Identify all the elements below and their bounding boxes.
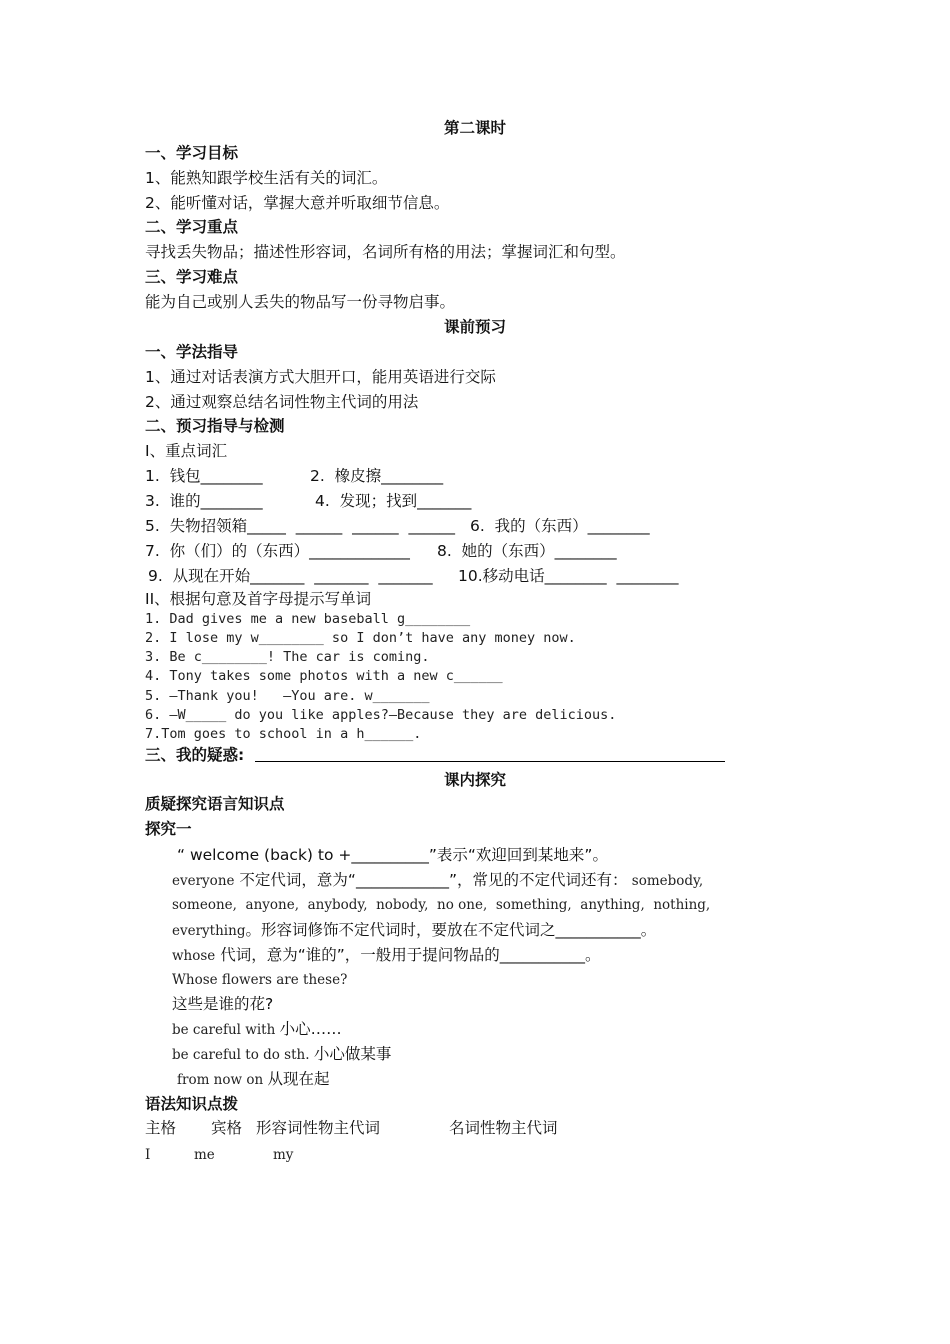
vocab-item-2: 2. 橡皮擦________ [310, 467, 444, 485]
careful-to-do-zh: 小心做某事 [313, 1045, 392, 1063]
adjective-position-rule: 。形容词修饰不定代词时，要放在不定代词之___________。 [245, 921, 657, 939]
vocab-item-5: 5. 失物招领箱_____ ______ ______ ______ [145, 517, 455, 535]
fill-item-3: 3. Be c________! The car is coming. [145, 649, 430, 665]
key-point-1: 寻找丢失物品；描述性形容词，名词所有格的用法；掌握词汇和句型。 [145, 243, 626, 261]
heading-key-points: 二、学习重点 [145, 218, 239, 236]
vocab-item-1: 1. 钱包________ [145, 467, 263, 485]
explore-welcome-line [177, 845, 608, 865]
explore-everyone-line [172, 870, 703, 891]
whose-word: whose [172, 948, 216, 964]
method-1: 1、通过对话表演方式大胆开口，能用英语进行交际 [145, 368, 496, 386]
preview-title: 课前预习 [443, 318, 506, 336]
method-2: 2、通过观察总结名词性物主代词的用法 [145, 393, 419, 411]
fill-item-1: 1. Dad gives me a new baseball g________ [145, 611, 471, 627]
grammar-col-noun-possessive: 名词性物主代词 [449, 1119, 558, 1137]
whose-example-zh: 这些是谁的花? [172, 995, 274, 1013]
from-now-on-en: from now on [177, 1072, 268, 1088]
vocab-item-7: 7. 你（们）的（东西）_____________ [145, 542, 410, 560]
inclass-title: 课内探究 [443, 771, 506, 789]
doubt-answer-line [255, 761, 725, 762]
phrase-from-now-on [177, 1069, 329, 1090]
heading-language-points: 质疑探究语言知识点 [145, 795, 285, 813]
vocab-item-6: 6. 我的（东西）________ [470, 517, 650, 535]
phrase-careful-with [172, 1019, 342, 1040]
fill-item-4: 4. Tony takes some photos with a new c______ [145, 668, 503, 684]
vocab-heading: I、重点词汇 [145, 442, 228, 460]
everyone-word: everyone [172, 873, 235, 889]
grammar-col-adj-possessive: 形容词性物主代词 [256, 1119, 381, 1137]
vocab-item-3: 3. 谁的________ [145, 492, 263, 510]
careful-to-do-en: be careful to do sth. [172, 1047, 314, 1063]
fill-item-5: 5. —Thank you! —You are. w_______ [145, 688, 430, 704]
grammar-row1-object: me [194, 1147, 215, 1163]
grammar-col-object: 宾格 [211, 1119, 243, 1137]
from-now-on-zh: 从现在起 [267, 1070, 330, 1088]
explore-whose-line [172, 945, 601, 966]
grammar-col-subject: 主格 [145, 1119, 177, 1137]
whose-meaning: 代词，意为“谁的”，一般用于提问物品的___________。 [215, 946, 601, 964]
fill-item-2: 2. I lose my w________ so I don’t have any money now. [145, 630, 576, 646]
everyone-meaning: 不定代词，意为“____________”，常见的不定代词还有： [234, 871, 628, 889]
heading-explore-1: 探究一 [145, 820, 192, 838]
indefinite-pronoun-list: someone, anyone, anybody, nobody, no one, something, anything, nothing, [172, 897, 711, 913]
goal-2: 2、能听懂对话，掌握大意并听取细节信息。 [145, 194, 450, 212]
vocab-item-4: 4. 发现；找到_______ [315, 492, 472, 510]
careful-with-en: be careful with [172, 1022, 280, 1038]
vocab-item-10: 10.移动电话________ ________ [458, 567, 679, 585]
phrase-careful-to-do [172, 1044, 391, 1065]
doubt-heading: 三、我的疑惑: [145, 746, 245, 764]
fill-item-6: 6. —W_____ do you like apples?—Because they are delicious. [145, 707, 617, 723]
somebody-word: somebody, [627, 873, 704, 889]
heading-difficulties: 三、学习难点 [145, 268, 239, 286]
vocab-item-9: 9. 从现在开始_______ _______ _______ [148, 567, 433, 585]
heading-method: 一、学法指导 [145, 343, 239, 361]
fill-item-7: 7.Tom goes to school in a h______. [145, 726, 422, 742]
careful-with-zh: 小心…… [279, 1020, 342, 1038]
heading-check: 二、预习指导与检测 [145, 417, 285, 435]
goal-1: 1、能熟知跟学校生活有关的词汇。 [145, 169, 388, 187]
heading-goals: 一、学习目标 [145, 144, 239, 162]
fill-heading: II、根据句意及首字母提示写单词 [145, 590, 372, 608]
welcome-text: “ welcome (back) to +__________”表示“欢迎回到某地来”。 [177, 846, 608, 864]
heading-grammar: 语法知识点拨 [145, 1095, 239, 1113]
difficulty-1: 能为自己或别人丢失的物品写一份寻物启事。 [145, 293, 456, 311]
whose-example-en: Whose flowers are these? [172, 972, 348, 988]
everything-word: everything [172, 923, 246, 939]
vocab-item-8: 8. 她的（东西）________ [437, 542, 617, 560]
explore-everything-line [172, 920, 656, 941]
grammar-row1-adj-possessive: my [273, 1147, 294, 1163]
lesson-title: 第二课时 [443, 119, 506, 137]
grammar-row1-subject: I [145, 1147, 151, 1163]
